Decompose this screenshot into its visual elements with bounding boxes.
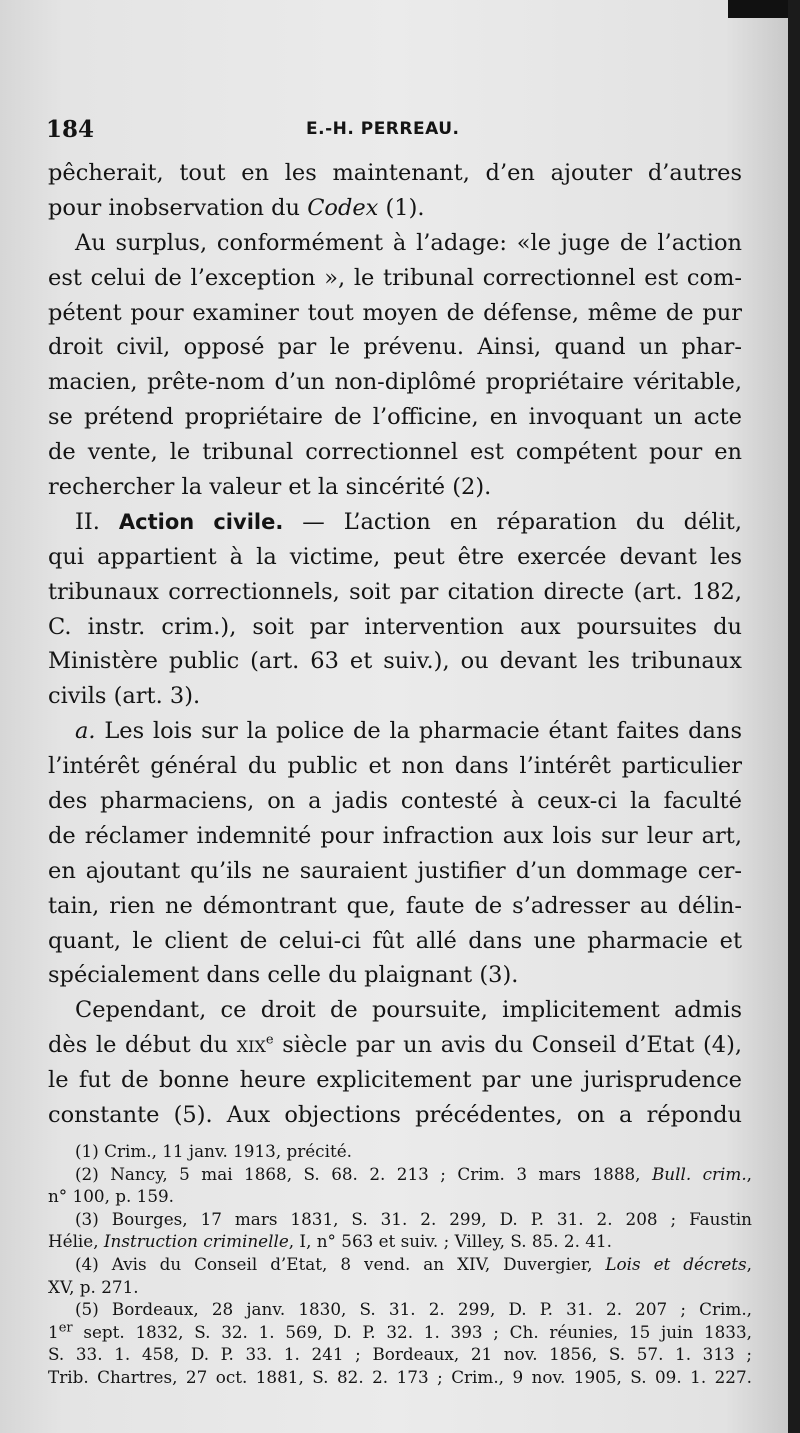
body-line: le fut de bonne heure explicitement par une jurisprudence [48, 1067, 742, 1094]
body-line: de vente, le tribunal correctionnel est compétent pour en [48, 439, 742, 466]
body-line: a. Les lois sur la police de la pharmacie étant faites dans [75, 718, 742, 745]
body-line: droit civil, opposé par le prévenu. Ainsi, quand un phar- [48, 334, 742, 361]
body-line: en ajoutant qu’ils ne sauraient justifier d’un dommage cer- [48, 857, 742, 884]
body-line: Cependant, ce droit de poursuite, implicitement admis [75, 997, 742, 1024]
body-line: rechercher la valeur et la sincérité (2). [48, 474, 492, 501]
page-header [46, 116, 748, 150]
running-head: E.-H. PERREAU. [306, 119, 460, 139]
body-line: C. instr. crim.), soit par intervention aux poursuites du [48, 613, 742, 640]
body-line: spécialement dans celle du plaignant (3). [48, 962, 519, 989]
body-line: tribunaux correctionnels, soit par citation directe (art. 182, [48, 578, 742, 605]
body-line: qui appartient à la victime, peut être exercée devant les [48, 543, 742, 570]
footnote-line: (3) Bourges, 17 mars 1831, S. 31. 2. 299, D. P. 31. 2. 208 ; Faustin [75, 1208, 752, 1229]
footnote-line: (4) Avis du Conseil d’Etat, 8 vend. an XIV, Duvergier, Lois et décrets, [75, 1253, 753, 1274]
body-line: pêcherait, tout en les maintenant, d’en ajouter d’autres [48, 160, 742, 186]
page-number: 184 [46, 116, 95, 143]
body-line: pour inobservation du Codex (1). [48, 194, 425, 221]
footnote-line: S. 33. 1. 458, D. P. 33. 1. 241 ; Bordeaux, 21 nov. 1856, S. 57. 1. 313 ; [48, 1344, 752, 1365]
body-line: des pharmaciens, on a jadis contesté à ceux-ci la faculté [48, 788, 742, 815]
body-text [48, 156, 742, 1133]
body-line: l’intérêt général du public et non dans l’intérêt particulier [48, 753, 742, 780]
body-line: quant, le client de celui-ci fût allé dans une pharmacie et [48, 927, 742, 954]
footnote-line: 1er sept. 1832, S. 32. 1. 569, D. P. 32. 1. 393 ; Ch. réunies, 15 juin 1833, [48, 1320, 752, 1342]
body-line: Au surplus, conformément à l’adage: «le juge de l’action [75, 229, 742, 256]
body-line: constante (5). Aux objections précédentes, on a répondu [48, 1102, 742, 1129]
footnote-line: Trib. Chartres, 27 oct. 1881, S. 82. 2. 173 ; Crim., 9 nov. 1905, S. 09. 1. 227. [48, 1366, 752, 1387]
body-line: Ministère public (art. 63 et suiv.), ou devant les tribunaux [48, 648, 742, 675]
body-line: tain, rien ne démontrant que, faute de s’adresser au délin- [48, 892, 742, 919]
footnote-line: Hélie, Instruction criminelle, I, n° 563 et suiv. ; Villey, S. 85. 2. 41. [48, 1231, 612, 1252]
body-line: II. Action civile. — L’action en réparation du délit, [75, 508, 742, 535]
body-line: se prétend propriétaire de l’officine, en invoquant un acte [48, 404, 742, 431]
scan-edge-shadow [728, 0, 788, 18]
footnote-line: n° 100, p. 159. [48, 1186, 175, 1207]
body-line: de réclamer indemnité pour infraction aux lois sur leur art, [48, 822, 742, 849]
footnote-line: (5) Bordeaux, 28 janv. 1830, S. 31. 2. 299, D. P. 31. 2. 207 ; Crim., [75, 1299, 752, 1320]
body-line: pétent pour examiner tout moyen de défense, même de pur [48, 299, 742, 326]
body-line: dès le début du xix$^e$ siècle par un avis du Conseil d’Etat (4), [48, 1032, 742, 1059]
footnote-line: XV, p. 271. [48, 1276, 139, 1297]
footnotes [48, 1140, 752, 1389]
body-line: est celui de l’exception », le tribunal correctionnel est com- [48, 264, 742, 291]
body-line: civils (art. 3). [48, 683, 201, 710]
footnote-line: (2) Nancy, 5 mai 1868, S. 68. 2. 213 ; Crim. 3 mars 1888, Bull. crim., [75, 1163, 753, 1184]
footnote-line: (1) Crim., 11 janv. 1913, précité. [75, 1141, 352, 1161]
body-line: macien, prête-nom d’un non-diplômé propriétaire véritable, [48, 369, 742, 396]
